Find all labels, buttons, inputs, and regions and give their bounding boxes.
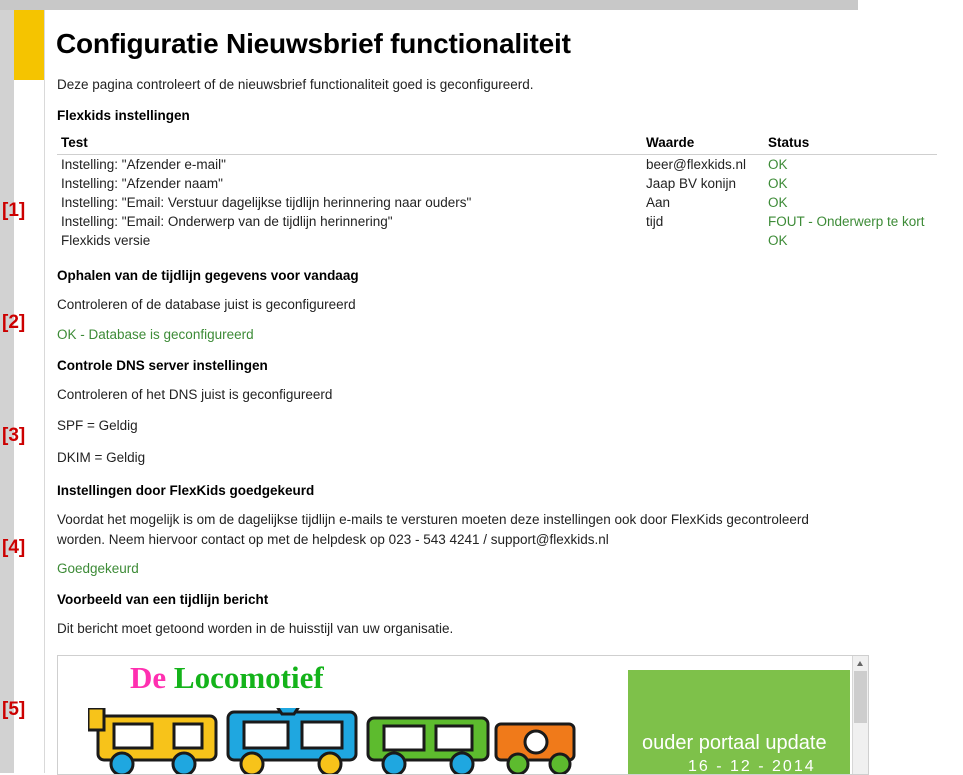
annotation-marker-2: [2]: [2, 312, 26, 333]
message-preview-box: [57, 655, 869, 775]
cell-status: OK: [768, 157, 788, 172]
dns-check-text: Controleren of het DNS juist is geconfigureerd: [57, 386, 333, 402]
table-row: [57, 155, 937, 175]
preview-body-text: Dit bericht moet getoond worden in de huisstijl van uw organisatie.: [57, 621, 454, 637]
dns-dkim-result: DKIM = Geldig: [57, 449, 146, 465]
cell-waarde: Aan: [646, 195, 671, 210]
section-heading-flexkids-settings: Flexkids instellingen: [57, 108, 190, 123]
table-row: [57, 231, 937, 250]
cell-status: OK: [768, 195, 788, 210]
annotation-marker-1: [1]: [2, 200, 26, 221]
page-intro-text: Deze pagina controleert of de nieuwsbrief functionaliteit goed is geconfigureerd.: [57, 77, 534, 92]
column-header-test: Test: [57, 133, 642, 155]
cell-waarde: tijd: [646, 214, 664, 229]
cell-waarde: beer@flexkids.nl: [646, 157, 746, 172]
approval-result: Goedgekeurd: [57, 561, 139, 577]
cell-waarde: [642, 231, 764, 250]
left-rail-yellow-accent: [14, 10, 44, 80]
top-decoration-strip: [0, 0, 963, 10]
logo-word-locomotief: Locomotief: [173, 660, 324, 695]
cell-test: Instelling: "Email: Verstuur dagelijkse tijdlijn herinnering naar ouders": [61, 195, 472, 210]
logo-word-de: De: [130, 660, 167, 695]
left-rail-grey-edge: [0, 10, 14, 773]
banner-panel: [628, 670, 850, 774]
dns-spf-result: SPF = Geldig: [57, 418, 138, 434]
preview-scrollbar[interactable]: [852, 656, 868, 774]
column-header-waarde: Waarde: [642, 133, 764, 155]
timeline-check-text: Controleren of de database juist is geconfigureerd: [57, 297, 356, 312]
settings-table: [57, 133, 937, 250]
timeline-check-result: OK - Database is geconfigureerd: [57, 326, 254, 342]
cell-status: FOUT - Onderwerp te kort: [768, 214, 925, 229]
column-header-status: Status: [764, 133, 937, 155]
cell-test: Instelling: "Email: Onderwerp van de tijdlijn herinnering": [61, 214, 393, 229]
section-heading-message-preview: Voorbeeld van een tijdlijn bericht: [57, 592, 269, 608]
banner-title: ouder portaal update: [642, 732, 827, 754]
annotation-marker-4: [4]: [2, 537, 26, 558]
table-row: [57, 212, 937, 231]
table-header-row: [57, 133, 937, 155]
banner-date: 16 - 12 - 2014: [688, 758, 816, 775]
approval-body-text: Voordat het mogelijk is om de dagelijkse tijdlijn e-mails te versturen moeten deze instellingen ook door FlexKids gecontroleerd worden. Neem hiervoor contact op met de helpdesk op 023 - 543 4241 / support@flexkids.nl: [57, 512, 809, 547]
section-heading-flexkids-approval: Instellingen door FlexKids goedgekeurd: [57, 483, 315, 499]
cell-test: Flexkids versie: [61, 233, 151, 248]
newsletter-logo-text: [130, 660, 324, 696]
scroll-up-arrow-icon[interactable]: [853, 656, 868, 671]
cell-waarde: Jaap BV konijn: [646, 176, 737, 191]
cell-test: Instelling: "Afzender naam": [61, 176, 223, 191]
message-preview-content: [58, 656, 853, 774]
cell-test: Instelling: "Afzender e-mail": [61, 157, 226, 172]
train-illustration: [88, 708, 608, 775]
section-heading-dns-settings: Controle DNS server instellingen: [57, 357, 268, 373]
cell-status: OK: [768, 233, 788, 248]
annotation-marker-3: [3]: [2, 425, 26, 446]
top-decoration-strip-right: [858, 0, 963, 10]
annotation-marker-5: [5]: [2, 699, 26, 720]
page-title: Configuratie Nieuwsbrief functionaliteit: [56, 28, 571, 59]
cell-status: OK: [768, 176, 788, 191]
table-row: [57, 193, 937, 212]
scrollbar-thumb[interactable]: [854, 671, 867, 723]
table-row: [57, 174, 937, 193]
section-heading-timeline-data: Ophalen van de tijdlijn gegevens voor vandaag: [57, 268, 359, 283]
